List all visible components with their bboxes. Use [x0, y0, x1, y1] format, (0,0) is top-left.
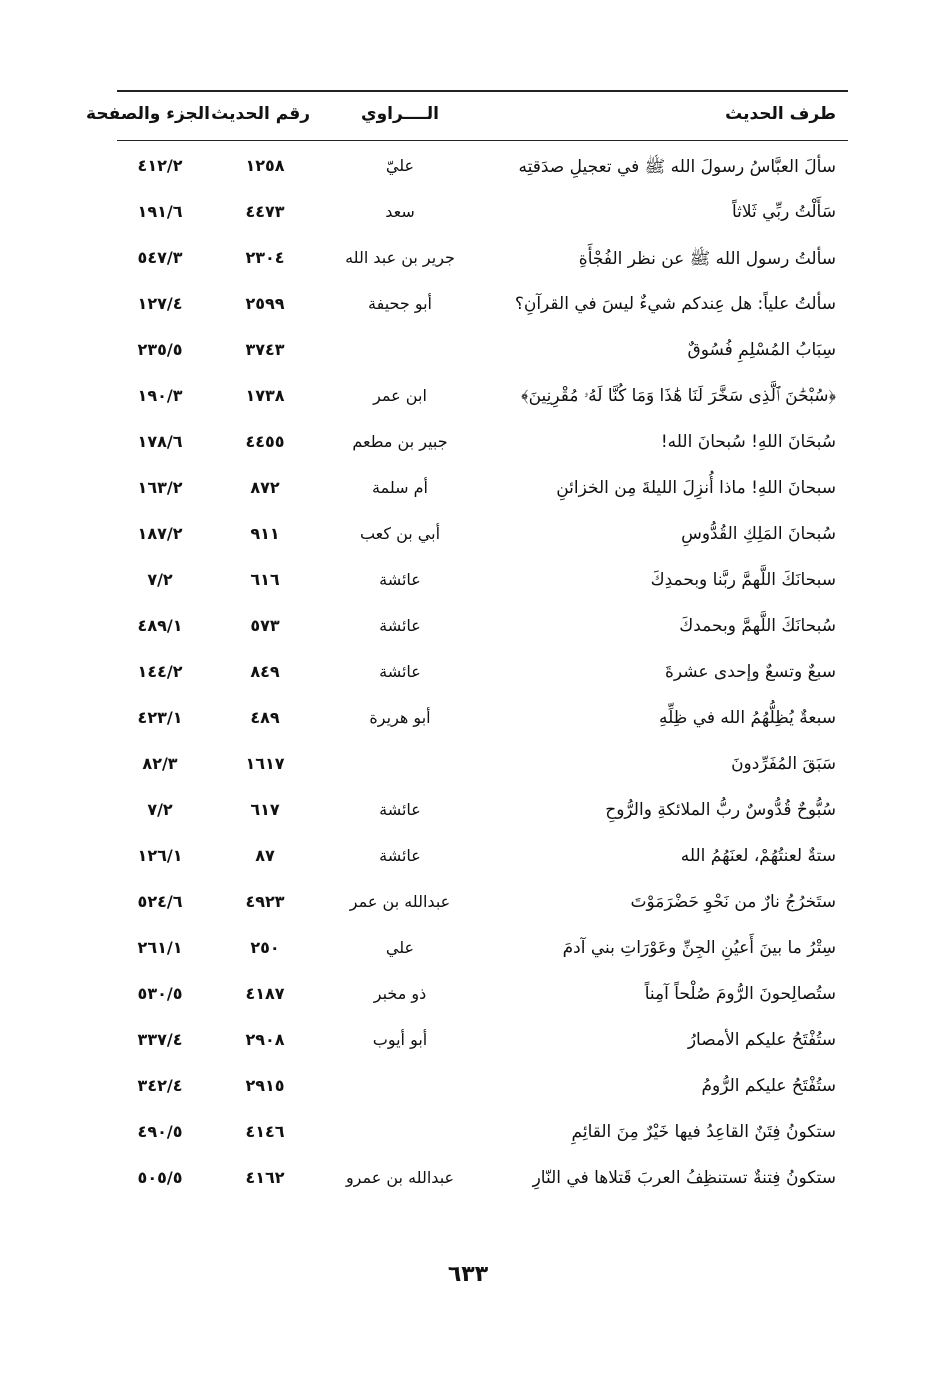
hadith-text: سُبحانَكَ اللَّهمَّ وبحمدكَ	[679, 616, 836, 636]
narrator: عائشة	[379, 616, 421, 635]
volume-page: ١٢٦/١	[137, 846, 183, 865]
hadith-number: ٢٩١٥	[245, 1076, 285, 1095]
table-row	[0, 238, 936, 284]
table-row	[0, 376, 936, 422]
hadith-text: سألَ العبَّاسُ رسولَ الله ﷺ في تعجيلِ صدَقتِه	[518, 157, 836, 177]
narrator: جبير بن مطعم	[352, 432, 448, 451]
hadith-number: ٦١٧	[250, 800, 280, 819]
hadith-number: ٤١٦٢	[245, 1168, 285, 1187]
hadith-text: ﴿سُبْحَٰنَ ٱلَّذِى سَخَّرَ لَنَا هَٰذَا وَمَا كُنَّا لَهُۥ مُقْرِنِينَ﴾	[521, 386, 836, 406]
hadith-text: ستُفْتَحُ عليكم الرُّومُ	[701, 1076, 836, 1096]
table-header	[0, 104, 936, 134]
volume-page: ١٩١/٦	[137, 202, 183, 221]
header-volume-page: الجزء والصفحة	[86, 104, 210, 124]
table-row	[0, 606, 936, 652]
hadith-text: سبعةٌ يُظِلُّهُمُ الله في ظِلِّهِ	[659, 708, 836, 728]
page-number: ٦٣٣	[447, 1262, 489, 1287]
hadith-number: ٨٤٩	[250, 662, 280, 681]
volume-page: ٥٢٤/٦	[137, 892, 183, 911]
hadith-number: ٤٤٧٣	[245, 202, 285, 221]
volume-page: ١٩٠/٣	[137, 386, 183, 405]
narrator: ابن عمر	[373, 386, 427, 405]
volume-page: ٤٩٠/٥	[137, 1122, 183, 1141]
volume-page: ٤٨٩/١	[137, 616, 183, 635]
hadith-number: ٦١٦	[250, 570, 280, 589]
hadith-text: ستةٌ لعنتُهُمْ، لعنَهُمُ الله	[680, 846, 836, 866]
volume-page: ٧/٢	[147, 800, 173, 819]
hadith-number: ٤١٤٦	[245, 1122, 285, 1141]
hadith-number: ٤٨٩	[250, 708, 280, 727]
hadith-text: سبحانَكَ اللَّهمَّ ربَّنا وبحمدِكَ	[650, 570, 836, 590]
table-row	[0, 790, 936, 836]
narrator: أبو جحيفة	[368, 294, 432, 313]
narrator: عائشة	[379, 662, 421, 681]
narrator: سعد	[385, 202, 415, 221]
table-row	[0, 928, 936, 974]
volume-page: ١٢٧/٤	[137, 294, 183, 313]
narrator: عبدالله بن عمرو	[345, 1168, 455, 1187]
table-row	[0, 698, 936, 744]
volume-page: ٧/٢	[147, 570, 173, 589]
table-row	[0, 836, 936, 882]
table-row	[0, 284, 936, 330]
hadith-text: سِبَابُ المُسْلِمِ فُسُوقٌ	[687, 340, 836, 360]
table-row	[0, 1066, 936, 1112]
table-row	[0, 744, 936, 790]
hadith-number: ٣٧٤٣	[245, 340, 285, 359]
hadith-text: سبحانَ اللهِ! ماذا أُنزِلَ الليلةَ مِن الخزائنِ	[556, 478, 836, 498]
hadith-number: ٤١٨٧	[245, 984, 285, 1003]
hadith-number: ٨٧	[255, 846, 275, 865]
header-rule	[117, 140, 848, 141]
narrator: عبدالله بن عمر	[349, 892, 451, 911]
header-hadith-text: طرف الحديث	[725, 104, 836, 124]
volume-page: ٨٢/٣	[142, 754, 178, 773]
hadith-text: سألتُ رسول الله ﷺ عن نظر الفُجْأَةِ	[578, 249, 836, 269]
volume-page: ٣٣٧/٤	[137, 1030, 183, 1049]
hadith-number: ٢٩٠٨	[245, 1030, 285, 1049]
hadith-text: سُبحَانَ اللهِ! سُبحانَ الله!	[660, 432, 836, 452]
table-row	[0, 330, 936, 376]
hadith-number: ٢٣٠٤	[245, 248, 285, 267]
hadith-text: سَأَلْتُ ربِّي ثَلاثاً	[731, 202, 836, 222]
hadith-number: ٨٧٢	[250, 478, 280, 497]
narrator: عائشة	[379, 800, 421, 819]
narrator: ذو مخبر	[373, 984, 427, 1003]
hadith-number: ١٧٣٨	[245, 386, 285, 405]
narrator: أبي بن كعب	[359, 524, 441, 543]
header-narrator: الــــراوي	[360, 104, 439, 124]
hadith-text: ستكونُ فِتنةٌ تستنظِفُ العربَ قَتلاها في النّارِ	[532, 1168, 836, 1188]
volume-page: ١٧٨/٦	[137, 432, 183, 451]
hadith-text: ستُفْتَحُ عليكم الأمصارُ	[687, 1030, 836, 1050]
table-row	[0, 652, 936, 698]
table-row	[0, 560, 936, 606]
table-row	[0, 192, 936, 238]
table-row	[0, 422, 936, 468]
hadith-text: سُبُّوحٌ قُدُّوسٌ ربُّ الملائكةِ والرُّوحِ	[605, 800, 836, 820]
narrator: عليّ	[385, 156, 415, 175]
hadith-number: ٤٤٥٥	[245, 432, 285, 451]
table-row	[0, 146, 936, 192]
volume-page: ١٤٤/٢	[137, 662, 183, 681]
hadith-number: ١٢٥٨	[245, 156, 285, 175]
hadith-text: سِتْرُ ما بينَ أَعيُنِ الجِنِّ وعَوْرَاتِ بني آدمَ	[562, 938, 836, 958]
table-row	[0, 1112, 936, 1158]
hadith-number: ١٦١٧	[245, 754, 285, 773]
narrator: علي	[385, 938, 415, 957]
volume-page: ٢٦١/١	[137, 938, 183, 957]
volume-page: ٤١٢/٢	[137, 156, 183, 175]
table-row	[0, 882, 936, 928]
narrator: عائشة	[379, 570, 421, 589]
hadith-text: سبعٌ وتسعٌ وإحدى عشرةَ	[664, 662, 836, 682]
hadith-number: ٩١١	[250, 524, 280, 543]
volume-page: ٣٤٢/٤	[137, 1076, 183, 1095]
narrator: أم سلمة	[372, 478, 428, 497]
table-row	[0, 468, 936, 514]
volume-page: ١٨٧/٢	[137, 524, 183, 543]
volume-page: ٢٣٥/٥	[137, 340, 183, 359]
volume-page: ٥٠٥/٥	[137, 1168, 183, 1187]
hadith-number: ٤٩٢٣	[245, 892, 285, 911]
hadith-text: سألتُ علياً: هل عِندكم شيءٌ ليسَ في القرآنِ؟	[514, 294, 836, 314]
hadith-text: ستَخرُجُ نارٌ من نَحْوِ حَضْرَمَوْتَ	[630, 892, 836, 912]
hadith-number: ٢٥٠	[250, 938, 280, 957]
table-row	[0, 514, 936, 560]
narrator: أبو أيوب	[372, 1030, 428, 1049]
hadith-number: ٥٧٣	[250, 616, 280, 635]
hadith-text: سُبحانَ المَلِكِ القُدُّوسِ	[681, 524, 836, 544]
table-row	[0, 1020, 936, 1066]
header-hadith-number: رقم الحديث	[211, 104, 310, 124]
volume-page: ٥٤٧/٣	[137, 248, 183, 267]
volume-page: ١٦٣/٢	[137, 478, 183, 497]
table-row	[0, 974, 936, 1020]
hadith-text: ستُصالِحونَ الرُّومَ صُلْحاً آمِناً	[644, 984, 836, 1004]
hadith-text: سَبَقَ المُفَرِّدونَ	[731, 754, 836, 774]
narrator: جرير بن عبد الله	[345, 248, 455, 267]
table-row	[0, 1158, 936, 1204]
volume-page: ٤٢٣/١	[137, 708, 183, 727]
top-rule	[117, 90, 848, 92]
hadith-number: ٢٥٩٩	[245, 294, 285, 313]
hadith-text: ستكونُ فِتَنٌ القاعِدُ فيها خَيْرٌ مِنَ القائِمِ	[571, 1122, 836, 1142]
narrator: عائشة	[379, 846, 421, 865]
narrator: أبو هريرة	[369, 708, 431, 727]
volume-page: ٥٣٠/٥	[137, 984, 183, 1003]
